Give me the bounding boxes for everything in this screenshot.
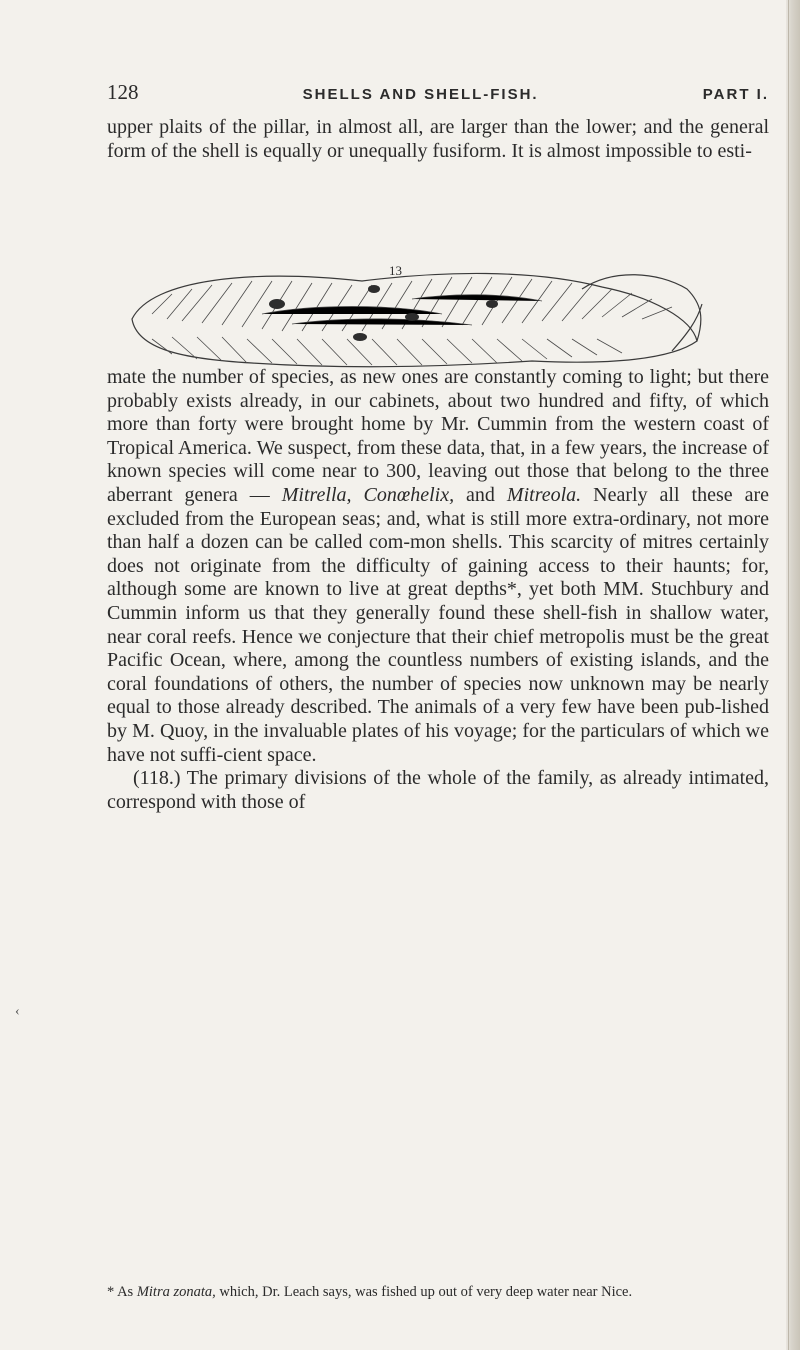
paragraph-main-text <box>107 366 769 767</box>
footnote-text <box>107 1284 769 1301</box>
paragraph-main-part-a: mate the number of species, as new ones are constantly coming to light; but there probably exists already, in our cabinets, about two hundred and fifty, of which more than forty were brought home by Mr. Cummin from the western coast of Tropical America. We suspect, from these data, that, in a few years, the increase of known species will come near to 300, leaving out those that belong to the three aberrant genera — <box>107 366 769 506</box>
genus-conoehelix: Conœhelix, <box>363 483 455 506</box>
page-edge <box>786 0 800 1350</box>
plait-knob <box>368 285 380 293</box>
paragraph-top-text: upper plaits of the pillar, in almost all, are larger than the lower; and the general form of the shell is equally or unequally fusiform. It is almost impossible to esti- <box>107 116 769 162</box>
paragraph-last: (118.) The primary divisions of the whole of the family, as already intimated, correspond with those of <box>107 767 769 813</box>
shell-canal <box>672 304 702 351</box>
shell-spire <box>582 275 701 341</box>
paragraph-main <box>107 366 769 814</box>
paragraph-top <box>107 116 769 163</box>
paragraph-main-part-b: Nearly all these are excluded from the European seas; and, what is still more extra-ordinary, not more than half a dozen can be called com-mon shells. This scarcity of mitres certainly does not originate from the difficulty of gaining access to their haunts; for, although some are known to live at great depths*, yet both MM. Stuchbury and Cummin inform us that they generally found these shell-fish in shallow water, near coral reefs. Hence we conjecture that their chief metropolis must be the great Pacific Ocean, where, among the countless numbers of existing islands, and the coral foundations of others, the number of species now unknown may be nearly equal to those already described. The animals of a very few have been pub-lished by M. Quoy, in the invaluable plates of his voyage; for the particulars of which we have not suffi-cient space. <box>107 483 769 766</box>
genus-mitreola: Mitreola. <box>506 483 582 506</box>
footnote <box>107 1284 769 1301</box>
footnote-species: Mitra zonata, <box>136 1284 216 1300</box>
plait-knob <box>269 299 285 309</box>
footnote-rest: which, Dr. Leach says, was fished up out of very deep water near Nice. <box>215 1284 633 1300</box>
running-header <box>107 80 769 105</box>
figure-number: 13 <box>389 263 402 278</box>
footnote-marker: * As <box>107 1284 137 1300</box>
conjunction-and: and <box>454 483 507 506</box>
plait-lines <box>262 295 542 325</box>
margin-mark: ‹ <box>15 1004 20 1019</box>
page-number: 128 <box>107 80 139 104</box>
running-title: SHELLS AND SHELL-FISH. <box>302 86 539 103</box>
plait-knob <box>353 333 367 341</box>
genus-mitrella: Mitrella, <box>281 483 352 506</box>
part-label: PART I. <box>702 86 769 103</box>
shell-engraving <box>112 259 712 369</box>
plait-knob <box>405 313 419 321</box>
plait-knob <box>486 300 498 308</box>
